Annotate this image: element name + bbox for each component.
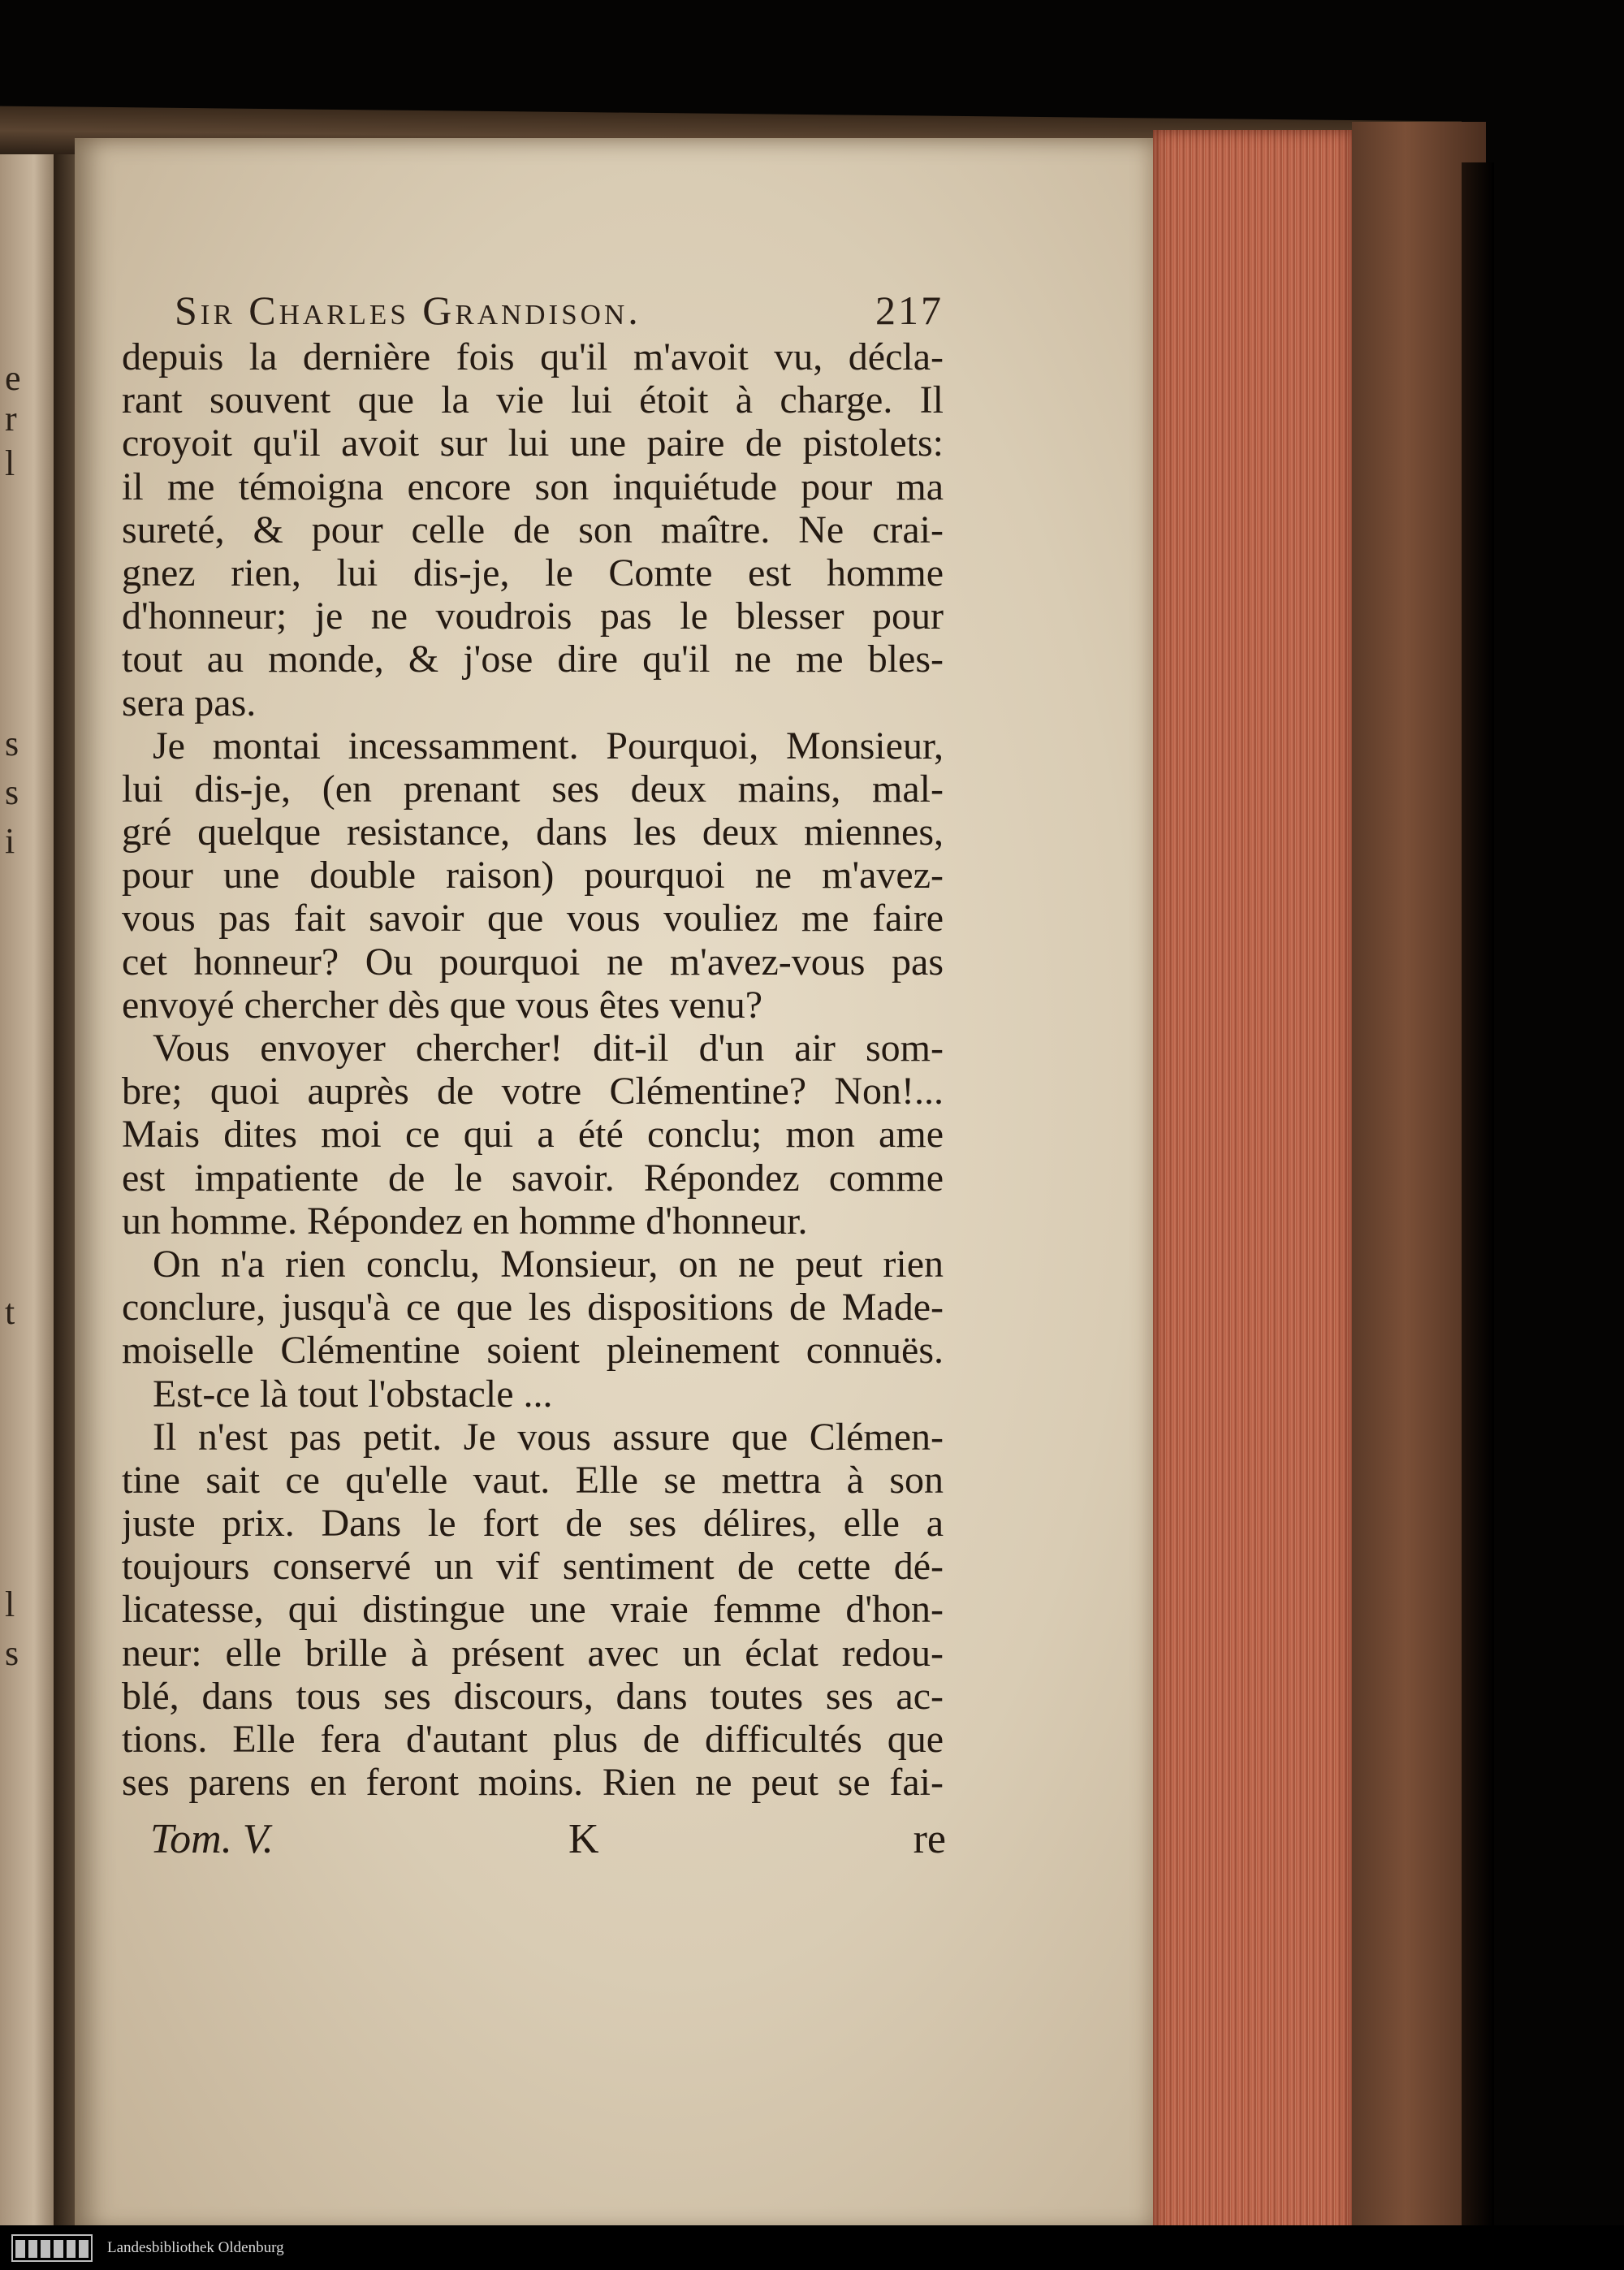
text-line: moiselle Clémentine soient pleinement connuës.	[122, 1329, 944, 1373]
text-line: Vous envoyer chercher! dit-il d'un air som-	[153, 1027, 944, 1070]
page-edges	[1153, 130, 1352, 2225]
text-line: conclure, jusqu'à ce que les dispositions de Made-	[122, 1286, 944, 1330]
text-line: un homme. Répondez en homme d'honneur.	[122, 1199, 808, 1243]
page-text	[122, 288, 944, 1804]
text-line: Mais dites moi ce qui a été conclu; mon ame	[122, 1113, 944, 1157]
text-line: Je montai incessamment. Pourquoi, Monsieur,	[153, 724, 944, 767]
text-line: neur: elle brille à présent avec un éclat redou-	[122, 1631, 944, 1675]
text-line: est impatiente de le savoir. Répondez comme	[122, 1156, 944, 1200]
volume-label: Tom. V.	[150, 1816, 274, 1862]
text-line: Est-ce là tout l'obstacle ...	[153, 1372, 553, 1416]
left-page-fragment: e	[5, 358, 21, 398]
credit-text: Landesbibliothek Oldenburg	[107, 2238, 284, 2256]
running-head	[175, 288, 944, 332]
text-line: envoyé chercher dès que vous êtes venu?	[122, 983, 762, 1027]
text-line: vous pas fait savoir que vous vouliez me faire	[122, 897, 944, 940]
text-line: tions. Elle fera d'autant plus de difficultés que	[122, 1718, 944, 1761]
text-line: lui dis-je, (en prenant ses deux mains, mal-	[122, 767, 944, 811]
text-line: toujours conservé un vif sentiment de cette dé-	[122, 1545, 944, 1589]
text-line: sera pas.	[122, 681, 257, 724]
left-page-fragment: i	[5, 821, 15, 861]
left-page-fragment: s	[5, 1633, 19, 1673]
left-page-fragment: l	[5, 1585, 15, 1624]
text-line: blé, dans tous ses discours, dans toutes ses ac-	[122, 1674, 944, 1718]
spine-shadow	[1462, 162, 1494, 2225]
library-logo-icon	[11, 2234, 93, 2262]
running-title: Sir Charles Grandison.	[175, 288, 641, 333]
catchword: re	[913, 1816, 946, 1862]
page-footer	[150, 1815, 946, 1863]
text-line: d'honneur; je ne voudrois pas le blesser pour	[122, 595, 944, 638]
left-page-fragment: t	[5, 1292, 15, 1332]
text-line: croyoit qu'il avoit sur lui une paire de pistolets:	[122, 422, 944, 465]
text-line: rant souvent que la vie lui étoit à charge. Il	[122, 378, 944, 422]
text-line: Il n'est pas petit. Je vous assure que Clémen-	[153, 1415, 944, 1459]
text-line: cet honneur? Ou pourquoi ne m'avez-vous pas	[122, 940, 944, 984]
credit-bar	[0, 2225, 1624, 2270]
left-page-fragment: s	[5, 772, 19, 812]
page-number: 217	[875, 288, 944, 333]
text-line: pour une double raison) pourquoi ne m'avez-	[122, 854, 944, 897]
text-line: gré quelque resistance, dans les deux miennes,	[122, 811, 944, 854]
text-line: juste prix. Dans le fort de ses délires, elle a	[122, 1502, 944, 1546]
text-line: tout au monde, & j'ose dire qu'il ne me bles-	[122, 638, 944, 681]
text-line: sureté, & pour celle de son maître. Ne crai-	[122, 508, 944, 551]
signature-mark: K	[568, 1816, 599, 1862]
left-page-fragment: r	[5, 399, 17, 439]
text-line: bre; quoi auprès de votre Clémentine? Non!...	[122, 1070, 944, 1113]
body-text	[122, 335, 944, 1804]
text-line: ses parens en feront moins. Rien ne peut se fai-	[122, 1761, 944, 1805]
left-page-fragment: l	[5, 443, 15, 483]
text-line: licatesse, qui distingue une vraie femme d'hon-	[122, 1588, 944, 1632]
text-line: gnez rien, lui dis-je, le Comte est homme	[122, 551, 944, 595]
left-page-fragment: s	[5, 724, 19, 763]
text-line: il me témoigna encore son inquiétude pour ma	[122, 465, 944, 508]
left-page-edge	[0, 154, 57, 2225]
text-line: tine sait ce qu'elle vaut. Elle se mettra à son	[122, 1458, 944, 1502]
text-line: On n'a rien conclu, Monsieur, on ne peut rien	[153, 1242, 944, 1286]
text-line: depuis la dernière fois qu'il m'avoit vu, décla-	[122, 335, 944, 378]
